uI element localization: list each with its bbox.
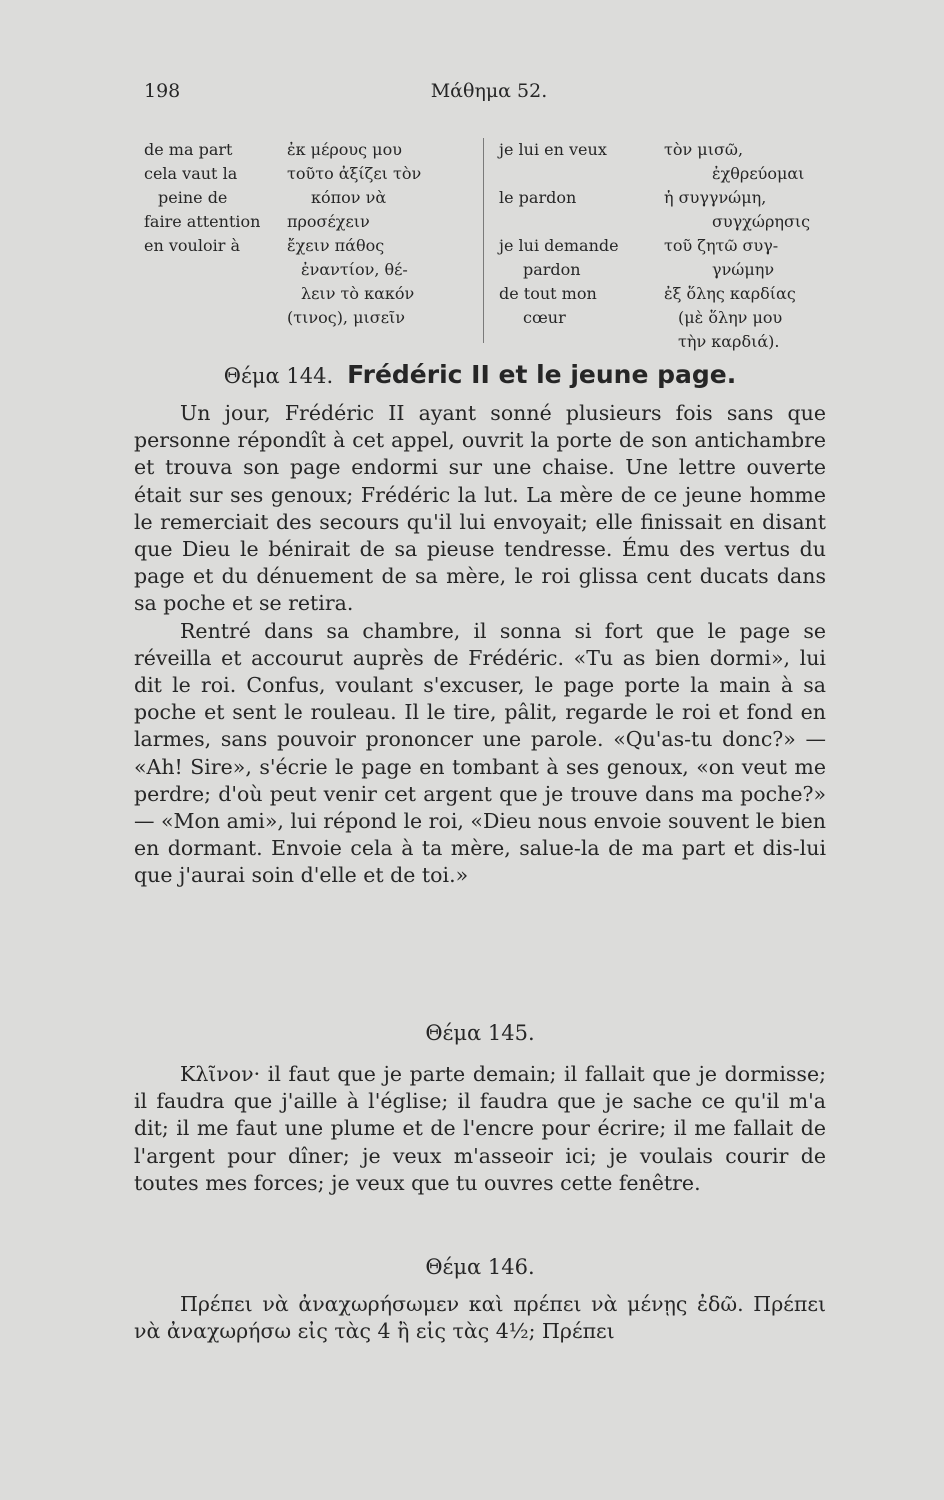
exercise-text: Πρέπει νὰ ἀναχωρήσωμεν καὶ πρέπει νὰ μένῃς ἐδῶ. Πρέπει νὰ ἀναχωρήσω εἰς τὰς 4 ἢ εἰς τὰς 4½; Πρέπει bbox=[134, 1292, 826, 1344]
vocab-column-french-2 bbox=[499, 138, 659, 330]
vocab-entry: συγχώρησις bbox=[712, 212, 811, 231]
vocab-entry: de tout mon bbox=[499, 284, 597, 303]
vocab-entry: ἐξ ὅλης καρδίας bbox=[664, 284, 796, 303]
vocab-entry: λειν τὸ κακόν bbox=[301, 284, 415, 303]
theme-146-exercise bbox=[134, 1291, 826, 1351]
vocab-entry: le pardon bbox=[499, 188, 577, 207]
vocab-entry: faire attention bbox=[144, 212, 261, 231]
story-paragraph: Un jour, Frédéric II ayant sonné plusieurs fois sans que personne répondît à cet appel, ouvrit la porte de son antichambre et trouva son page endormi sur une chaise. Une lettre ouverte était sur ses genoux; Frédéric la lut. La mère de ce jeune homme le remerciait des secours qu'il lui envoyait; elle finissait en disant que Dieu le bénirait de sa pieuse tendresse. Ému des vertus du page et du dénuement de sa mère, le roi glissa cent ducats dans sa poche et se retira. bbox=[134, 401, 826, 616]
vocab-entry: de ma part bbox=[144, 140, 233, 159]
page-number: 198 bbox=[144, 80, 181, 102]
theme-145-exercise bbox=[134, 1061, 826, 1241]
vocab-entry: ἐκ μέρους μου bbox=[287, 140, 402, 159]
vocab-entry: (μὲ ὅλην μου bbox=[678, 308, 783, 327]
vocab-entry: τὴν καρδιά). bbox=[678, 332, 780, 351]
vocab-entry: ἔχειν πάθος bbox=[287, 236, 385, 255]
column-divider bbox=[483, 138, 484, 343]
theme-145-heading: Θέμα 145. bbox=[425, 1021, 535, 1045]
vocabulary-table bbox=[144, 138, 844, 353]
vocab-column-french-1 bbox=[144, 138, 284, 258]
vocab-entry bbox=[499, 210, 659, 234]
page-header bbox=[144, 80, 834, 110]
story-paragraph: Rentré dans sa chambre, il sonna si fort que le page se réveilla et accourut auprès de Frédéric. «Tu as bien dormi», lui dit le roi. Confus, voulant s'excuser, le page porte la main à sa poche et sent le rouleau. Il le tire, pâlit, regarde le roi et fond en larmes, sans pouvoir prononcer une parole. «Qu'as-tu donc?» — «Ah! Sire», s'écrie le page en tombant à ses genoux, «on veut me perdre; d'où peut venir cet argent que je trouve dans ma poche?» — «Mon ami», lui répond le roi, «Dieu nous envoie souvent le bien en dormant. Envoie cela à ta mère, salue-la de ma part et dis-lui que j'aurai soin d'elle et de toi.» bbox=[134, 618, 826, 888]
vocab-column-greek-1 bbox=[287, 138, 482, 330]
vocab-entry: pardon bbox=[523, 260, 581, 279]
vocab-entry: cœur bbox=[523, 308, 566, 327]
vocab-column-greek-2 bbox=[664, 138, 844, 354]
vocab-entry: cela vaut la bbox=[144, 164, 238, 183]
vocab-entry: ἐχθρεύομαι bbox=[712, 164, 805, 183]
vocab-entry: je lui en veux bbox=[499, 140, 607, 159]
vocab-entry: κόπον νὰ bbox=[311, 188, 387, 207]
vocab-entry: τὸν μισῶ, bbox=[664, 140, 744, 159]
story-title: Frédéric II et le jeune page. bbox=[347, 360, 737, 389]
theme-146-heading: Θέμα 146. bbox=[425, 1255, 535, 1279]
running-head: Μάθημα 52. bbox=[430, 80, 548, 102]
theme-label: Θέμα 144. bbox=[223, 364, 334, 388]
vocab-entry: γνώμην bbox=[712, 260, 775, 279]
theme-144-heading bbox=[134, 360, 826, 400]
exercise-text: Κλῖνον· il faut que je parte demain; il fallait que je dormisse; il faudra que j'aille à l'église; il faudra que je sache ce qu'il m'a dit; il me faut une plume et de l'encre pour écrire; il me fallait de l'argent pour dîner; je veux m'asseoir ici; je voulais courir de toutes mes forces; je veux que tu ouvres cette fenêtre. bbox=[134, 1062, 826, 1195]
vocab-entry: προσέχειν bbox=[287, 212, 370, 231]
vocab-entry: τοῦ ζητῶ συγ- bbox=[664, 236, 779, 255]
vocab-entry bbox=[499, 162, 659, 186]
story-text bbox=[134, 400, 826, 1020]
vocab-entry: ἡ συγγνώμη, bbox=[664, 188, 767, 207]
vocab-entry: peine de bbox=[158, 188, 228, 207]
vocab-entry: τοῦτο ἀξίζει τὸν bbox=[287, 164, 422, 183]
vocab-entry: je lui demande bbox=[499, 236, 619, 255]
vocab-entry: ἐναντίον, θέ- bbox=[301, 260, 408, 279]
vocab-entry: en vouloir à bbox=[144, 236, 240, 255]
vocab-entry: (τινος), μισεῖν bbox=[287, 308, 405, 327]
